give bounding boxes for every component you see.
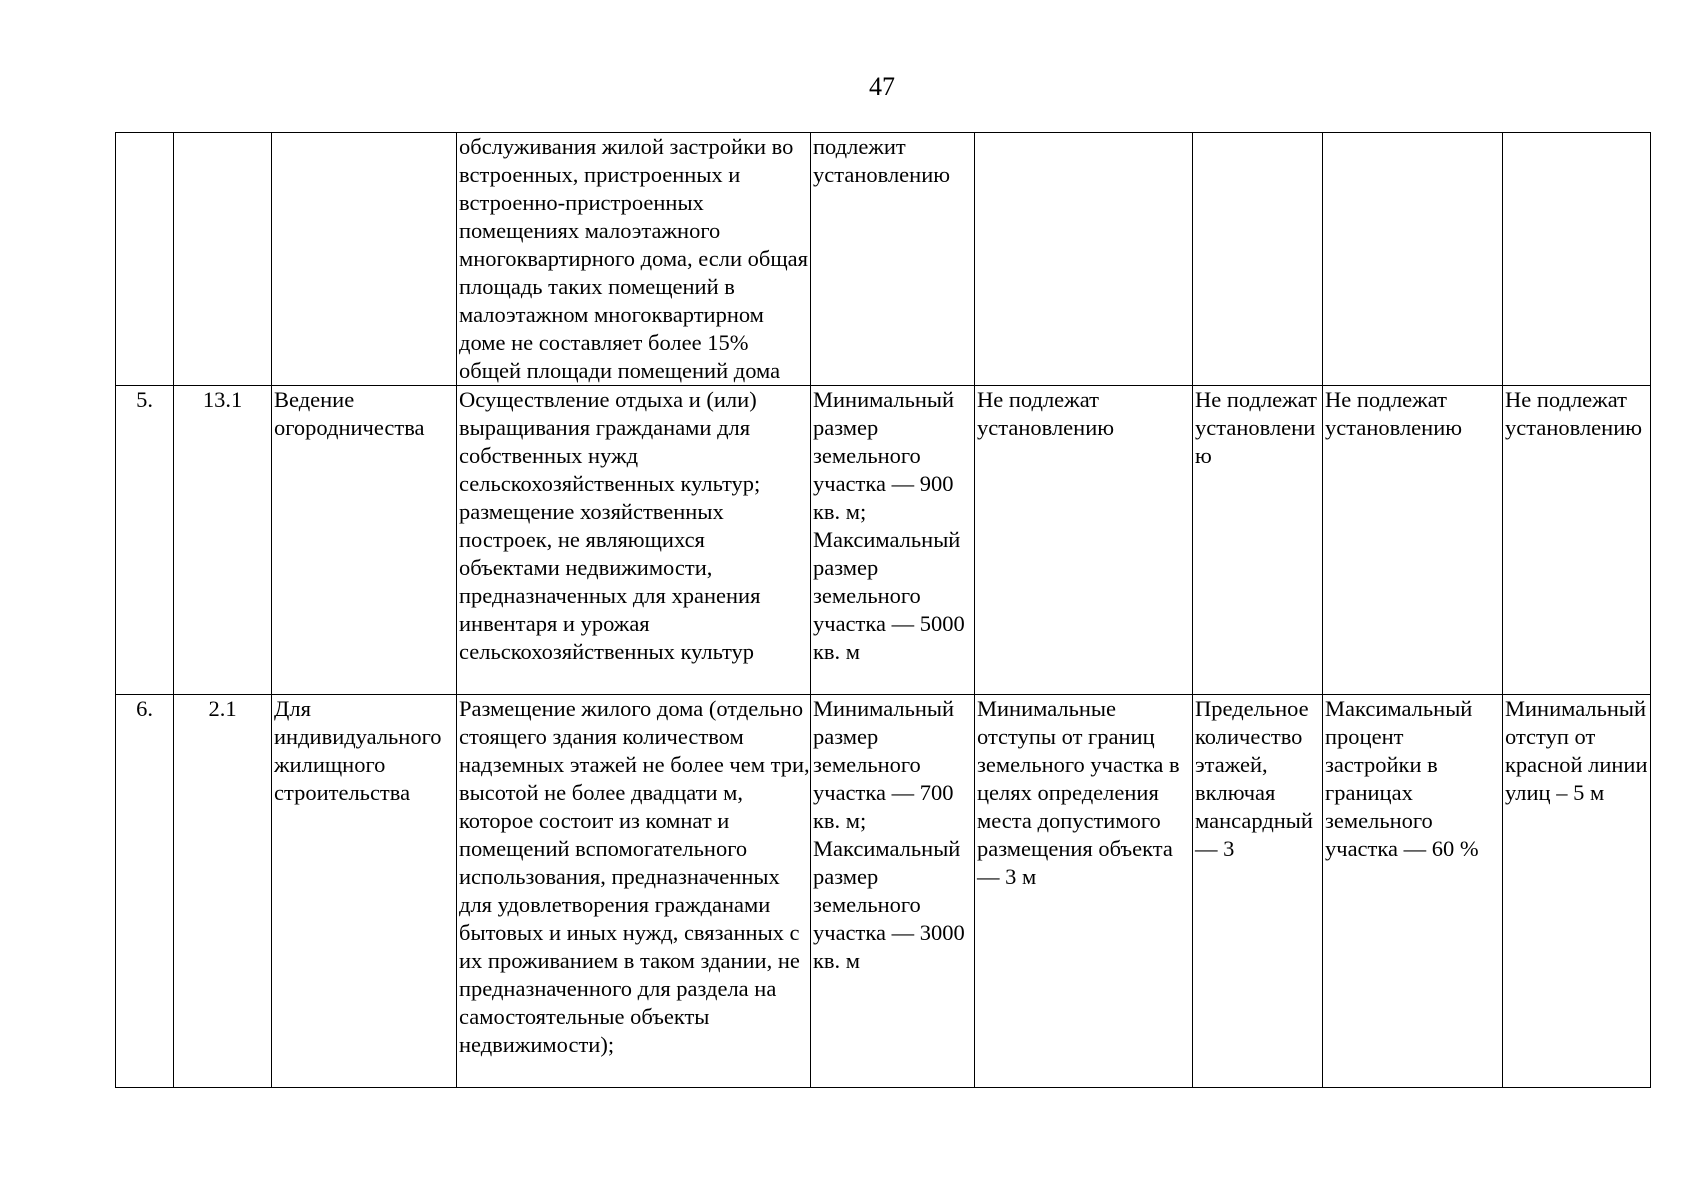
red-line-cell: Минимальный отступ от красной линии улиц – 5 м xyxy=(1503,695,1651,1088)
floors-cell: Предельное количество этажей, включая мансардный — 3 xyxy=(1193,695,1323,1088)
plot-size-cell: подлежит установлению xyxy=(811,133,975,386)
row-number-cell xyxy=(116,133,174,386)
regulations-table xyxy=(115,132,1651,1088)
plot-size-cell: Минимальный размер земельного участка — 900 кв. м; Максимальный размер земельного участка — 5000 кв. м xyxy=(811,386,975,695)
code-cell: 2.1 xyxy=(174,695,272,1088)
red-line-cell xyxy=(1503,133,1651,386)
description-cell: Осуществление отдыха и (или) выращивания гражданами для собственных нужд сельскохозяйственных культур; размещение хозяйственных построек, не являющихся объектами недвижимости, предназначенных для хранения инвентаря и урожая сельскохозяйственных культур xyxy=(457,386,811,695)
page-number: 47 xyxy=(869,72,895,101)
setbacks-cell: Минимальные отступы от границ земельного участка в целях определения места допустимого размещения объекта — 3 м xyxy=(975,695,1193,1088)
setbacks-cell xyxy=(975,133,1193,386)
red-line-cell: Не подлежат установлению xyxy=(1503,386,1651,695)
code-cell xyxy=(174,133,272,386)
use-name-cell xyxy=(272,133,457,386)
row-number-cell: 5. xyxy=(116,386,174,695)
use-name-cell: Для индивидуального жилищного строительства xyxy=(272,695,457,1088)
setbacks-cell: Не подлежат установлению xyxy=(975,386,1193,695)
plot-size-cell: Минимальный размер земельного участка — 700 кв. м; Максимальный размер земельного участка — 3000 кв. м xyxy=(811,695,975,1088)
table-row xyxy=(116,386,1651,695)
table-row xyxy=(116,133,1651,386)
coverage-cell xyxy=(1323,133,1503,386)
coverage-cell: Максимальный процент застройки в границах земельного участка — 60 % xyxy=(1323,695,1503,1088)
floors-cell: Не подлежат установлению xyxy=(1193,386,1323,695)
row-number-cell: 6. xyxy=(116,695,174,1088)
use-name-cell: Ведение огородничества xyxy=(272,386,457,695)
code-cell: 13.1 xyxy=(174,386,272,695)
floors-cell xyxy=(1193,133,1323,386)
table-row xyxy=(116,695,1651,1088)
description-cell: Размещение жилого дома (отдельно стоящего здания количеством надземных этажей не более чем три, высотой не более двадцати м, которое состоит из комнат и помещений вспомогательного использования, предназначенных для удовлетворения гражданами бытовых и иных нужд, связанных с их проживанием в таком здании, не предназначенного для раздела на самостоятельные объекты недвижимости); xyxy=(457,695,811,1088)
description-cell: обслуживания жилой застройки во встроенных, пристроенных и встроенно-пристроенных помещениях малоэтажного многоквартирного дома, если общая площадь таких помещений в малоэтажном многоквартирном доме не составляет более 15% общей площади помещений дома xyxy=(457,133,811,386)
coverage-cell: Не подлежат установлению xyxy=(1323,386,1503,695)
